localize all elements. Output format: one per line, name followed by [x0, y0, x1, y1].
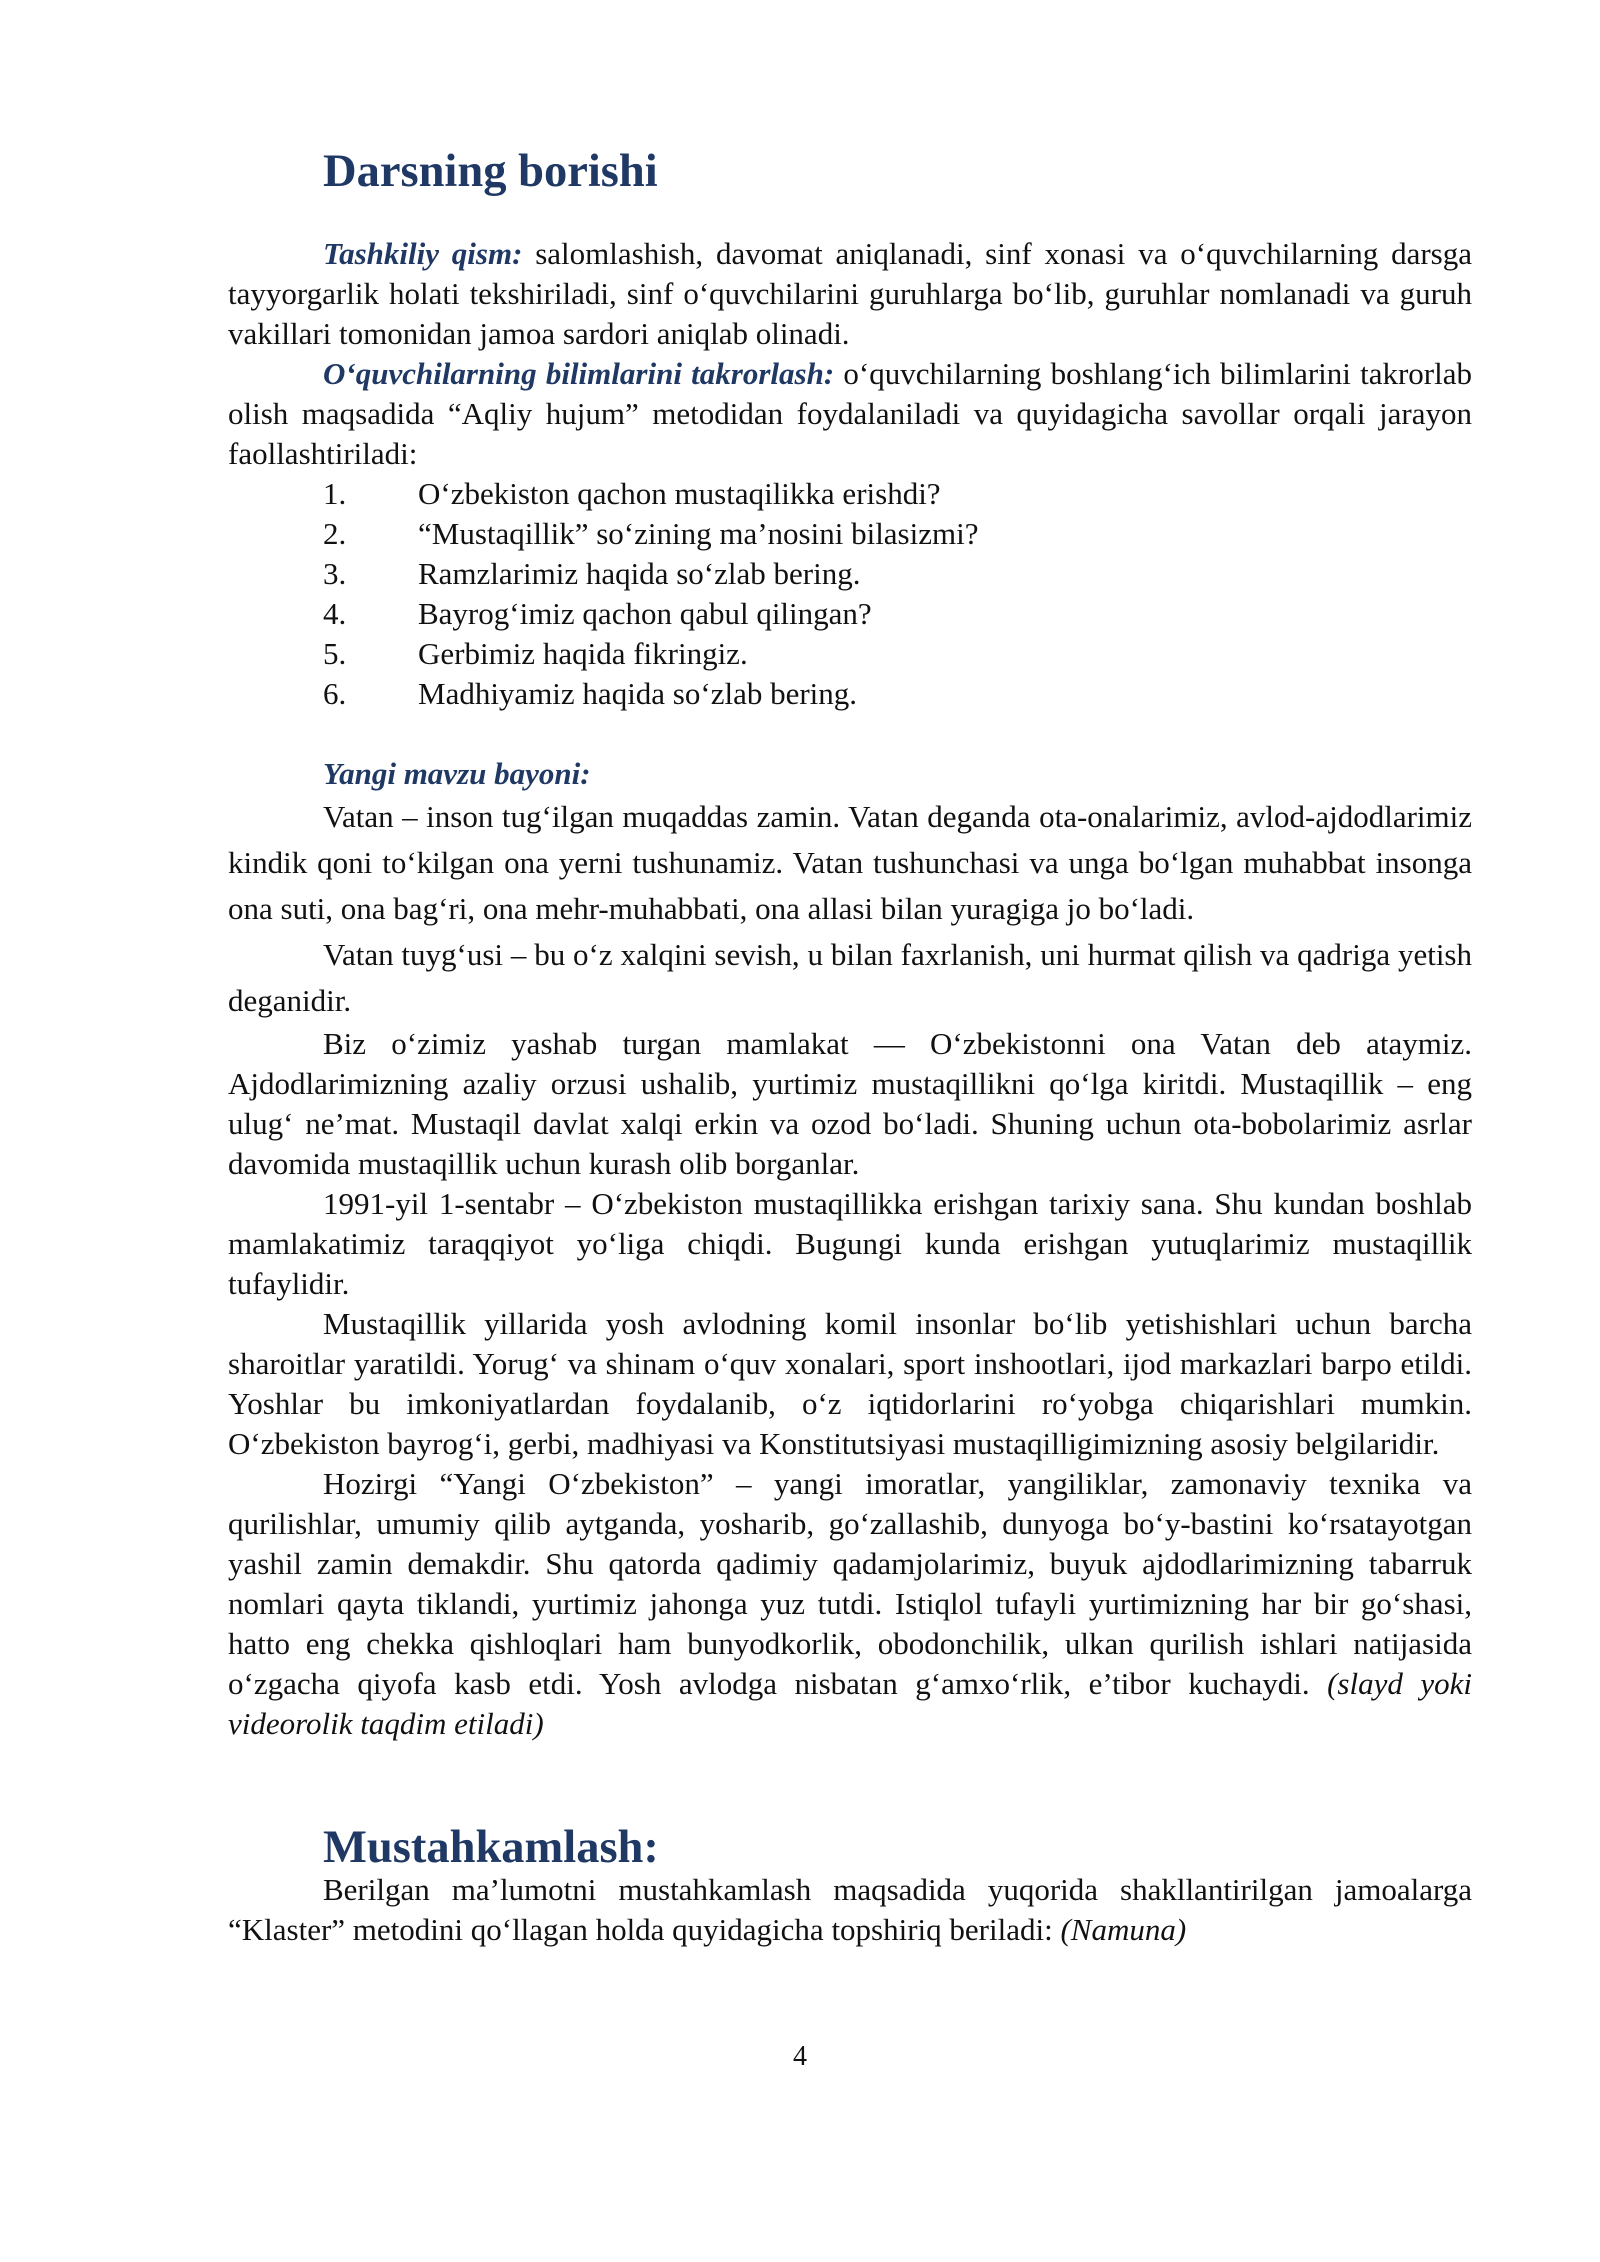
spacer — [228, 194, 1472, 234]
list-number: 1. — [323, 476, 347, 511]
text-mustahkamlash: Berilgan ma’lumotni mustahkamlash maqsadida yuqorida shakllantirilgan jamoalarga “Klaster” metodini qo‘llagan holda quyidagicha topshiriq beriladi: — [228, 1872, 1472, 1947]
lead-yangi-mavzu: Yangi mavzu bayoni: — [323, 756, 591, 791]
document-page — [228, 146, 1473, 1950]
paragraph-yangi-mavzu-heading — [228, 754, 1472, 794]
paragraph-vatan: Vatan – inson tug‘ilgan muqaddas zamin. Vatan deganda ota-onalarimiz, avlod-ajdodlarimiz kindik qoni to‘kilgan ona yerni tushunamiz. Vatan tushunchasi va unga bo‘lgan muhabbat insonga ona suti, ona bag‘ri, ona mehr-muhabbati, ona allasi bilan yuragiga jo bo‘ladi. — [228, 799, 1472, 926]
spacer — [228, 1744, 1472, 1826]
text-yangi-ozbekiston: Hozirgi “Yangi O‘zbekiston” – yangi imoratlar, yangiliklar, zamonaviy texnika va qurilishlar, umumiy qilib aytganda, yosharib, go‘zallashib, dunyoga bo‘y-bastini ko‘rsatayotgan yashil zamin demakdir. Shu qatorda qadimiy qadamjolarimiz, buyuk ajdodlarimizning tabarruk nomlari qayta tiklandi, yurtimiz jahonga yuz tutdi. Istiqlol tufayli yurtimizning har bir go‘shasi, hatto eng chekka qishloqlari ham bunyodkorlik, obodonchilik, ulkan qurilish ishlari natijasida o‘zgacha qiyofa kasb etdi. Yosh avlodga nisbatan g‘amxo‘rlik, e’tibor kuchaydi. — [228, 1466, 1472, 1701]
list-text: Madhiyamiz haqida so‘zlab bering. — [418, 676, 858, 711]
lead-takrorlash: O‘quvchilarning bilimlarini takrorlash: — [323, 356, 835, 391]
section-heading-darsning-borishi: Darsning borishi — [323, 146, 658, 197]
lead-tashkiliy: Tashkiliy qism: — [323, 236, 523, 271]
list-number: 6. — [323, 676, 347, 711]
paragraph-mustaqillik-yillarida: Mustaqillik yillarida yosh avlodning komil insonlar bo‘lib yetishishlari uchun barcha sharoitlar yaratildi. Yorug‘ va shinam o‘quv xonalari, sport inshootlari, ijod markazlari barpo etildi. Yoshlar bu imkoniyatlardan foydalanib, o‘z iqtidorlarini ro‘yobga chiqarishlari mumkin. O‘zbekiston bayrog‘i, gerbi, madhiyasi va Konstitutsiyasi mustaqilligimizning asosiy belgilaridir. — [228, 1306, 1472, 1461]
questions-list — [228, 474, 1472, 714]
text-takrorlash: o‘quvchilarning boshlang‘ich bilimlarini takrorlab olish maqsadida “Aqliy hujum” metodidan foydalaniladi va quyidagicha savollar orqali jarayon faollashtiriladi: — [228, 356, 1473, 471]
spacer — [228, 714, 1472, 754]
list-number: 3. — [323, 556, 347, 591]
list-text: Ramzlarimiz haqida so‘zlab bering. — [418, 556, 861, 591]
list-number: 5. — [323, 636, 347, 671]
list-text: Gerbimiz haqida fikringiz. — [418, 636, 748, 671]
list-item — [228, 674, 1472, 714]
section-heading-mustahkamlash: Mustahkamlash: — [323, 1822, 659, 1873]
paragraph-yangi-ozbekiston — [228, 1464, 1472, 1744]
paragraph-1991: 1991-yil 1-sentabr – O‘zbekiston mustaqillikka erishgan tarixiy sana. Shu kundan boshlab mamlakatimiz taraqqiyot yo‘liga chiqdi. Bugungi kunda erishgan yutuqlarimiz mustaqillik tufaylidir. — [228, 1186, 1472, 1301]
list-number: 2. — [323, 516, 347, 551]
note-namuna: (Namuna) — [1060, 1912, 1187, 1947]
list-text: “Mustaqillik” so‘zining ma’nosini bilasizmi? — [418, 516, 979, 551]
list-item — [228, 554, 1472, 594]
page-number: 4 — [793, 2041, 807, 2072]
paragraph-mustahkamlash — [228, 1870, 1472, 1950]
list-item — [228, 634, 1472, 674]
paragraph-mamlakat: Biz o‘zimiz yashab turgan mamlakat — O‘zbekistonni ona Vatan deb ataymiz. Ajdodlarimizning azaliy orzusi ushalib, yurtimiz mustaqillikni qo‘lga kiritdi. Mustaqillik – eng ulug‘ ne’mat. Mustaqil davlat xalqi erkin va ozod bo‘ladi. Shuning uchun ota-bobolarimiz asrlar davomida mustaqillik uchun kurash olib borganlar. — [228, 1026, 1472, 1181]
paragraph-tashkiliy — [228, 234, 1472, 354]
paragraph-takrorlash — [228, 354, 1472, 474]
text-tashkiliy: salomlashish, davomat aniqlanadi, sinf xonasi va o‘quvchilarning darsga tayyorgarlik holati tekshiriladi, sinf o‘quvchilarini guruhlarga bo‘lib, guruhlar nomlanadi va guruh vakillari tomonidan jamoa sardori aniqlab olinadi. — [228, 236, 1472, 351]
list-text: O‘zbekiston qachon mustaqilikka erishdi? — [418, 476, 941, 511]
note-slayd: (slayd yoki videorolik taqdim etiladi) — [228, 1666, 1472, 1741]
list-item — [228, 514, 1472, 554]
list-item — [228, 594, 1472, 634]
list-number: 4. — [323, 596, 347, 631]
list-text: Bayrog‘imiz qachon qabul qilingan? — [418, 596, 872, 631]
paragraph-vatan-tuygusi: Vatan tuyg‘usi – bu o‘z xalqini sevish, u bilan faxrlanish, uni hurmat qilish va qadriga yetish deganidir. — [228, 937, 1472, 1018]
list-item — [228, 474, 1472, 514]
